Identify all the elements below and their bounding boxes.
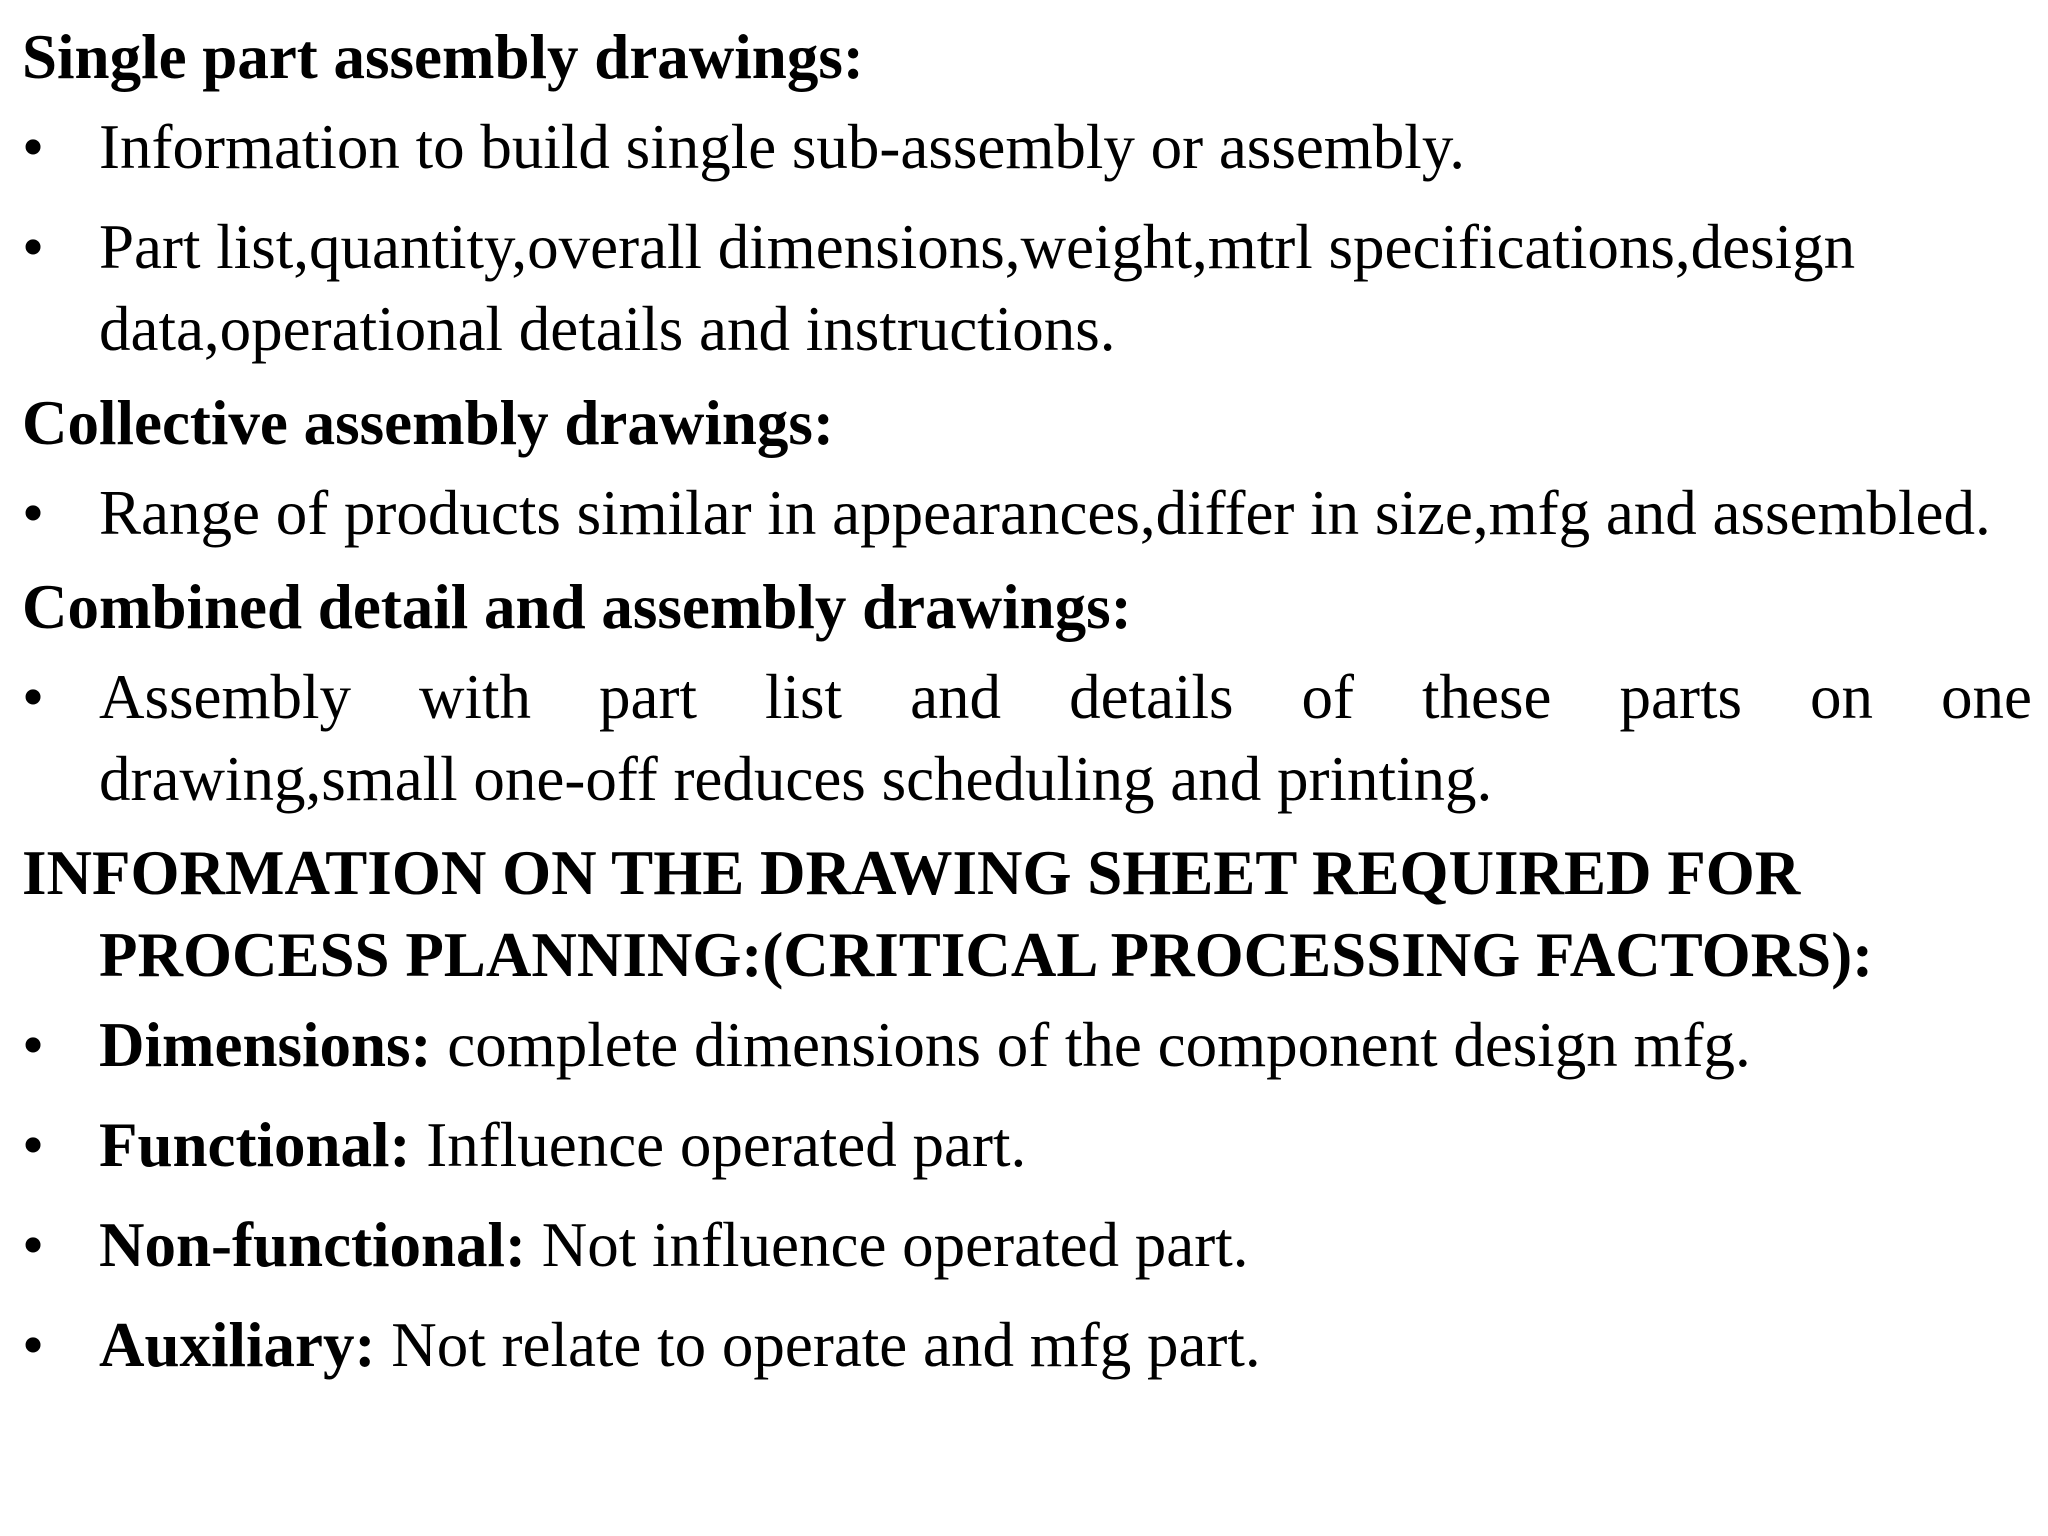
bullet-icon: • (22, 212, 45, 282)
bullet-item (22, 1004, 2032, 1086)
bullet-icon: • (22, 1110, 45, 1180)
bullet-icon: • (22, 662, 45, 732)
bullet-term: Dimensions: (99, 1010, 432, 1080)
bullet-text: Not relate to operate and mfg part. (375, 1310, 1261, 1380)
bullet-text: Not influence operated part. (526, 1210, 1249, 1280)
bullet-item (22, 656, 2032, 820)
bullet-text-line-2: drawing,small one-off reduces scheduling and printing. (99, 744, 1493, 814)
section-heading-single-part: Single part assembly drawings: (22, 22, 864, 92)
bullet-item (22, 106, 2032, 188)
bullet-item (22, 1204, 2032, 1286)
section-heading-information: INFORMATION ON THE DRAWING SHEET REQUIRED FOR PROCESS PLANNING:(CRITICAL PROCESSING FACTORS): (22, 838, 1874, 990)
section-heading-collective: Collective assembly drawings: (22, 388, 834, 458)
bullet-icon: • (22, 112, 45, 182)
bullet-icon: • (22, 1210, 45, 1280)
bullet-text-line-1: Assembly with part list and details of these parts on one (99, 662, 2032, 732)
bullet-text: Part list,quantity,overall dimensions,weight,mtrl specifications,design data,operational details and instructions. (99, 212, 1856, 364)
slide-content (22, 16, 2032, 1386)
bullet-item (22, 472, 2032, 554)
bullet-icon: • (22, 1010, 45, 1080)
bullet-item (22, 206, 2032, 370)
bullet-text: Influence operated part. (410, 1110, 1027, 1180)
bullet-icon: • (22, 478, 45, 548)
bullet-text: complete dimensions of the component design mfg. (431, 1010, 1751, 1080)
bullet-text: Range of products similar in appearances,differ in size,mfg and assembled. (99, 478, 1991, 548)
bullet-icon: • (22, 1310, 45, 1380)
bullet-item (22, 1104, 2032, 1186)
bullet-item (22, 1304, 2032, 1386)
bullet-term: Non-functional: (99, 1210, 527, 1280)
bullet-term: Functional: (99, 1110, 411, 1180)
bullet-text: Information to build single sub-assembly or assembly. (99, 112, 1465, 182)
bullet-term: Auxiliary: (99, 1310, 376, 1380)
section-heading-combined: Combined detail and assembly drawings: (22, 572, 1132, 642)
